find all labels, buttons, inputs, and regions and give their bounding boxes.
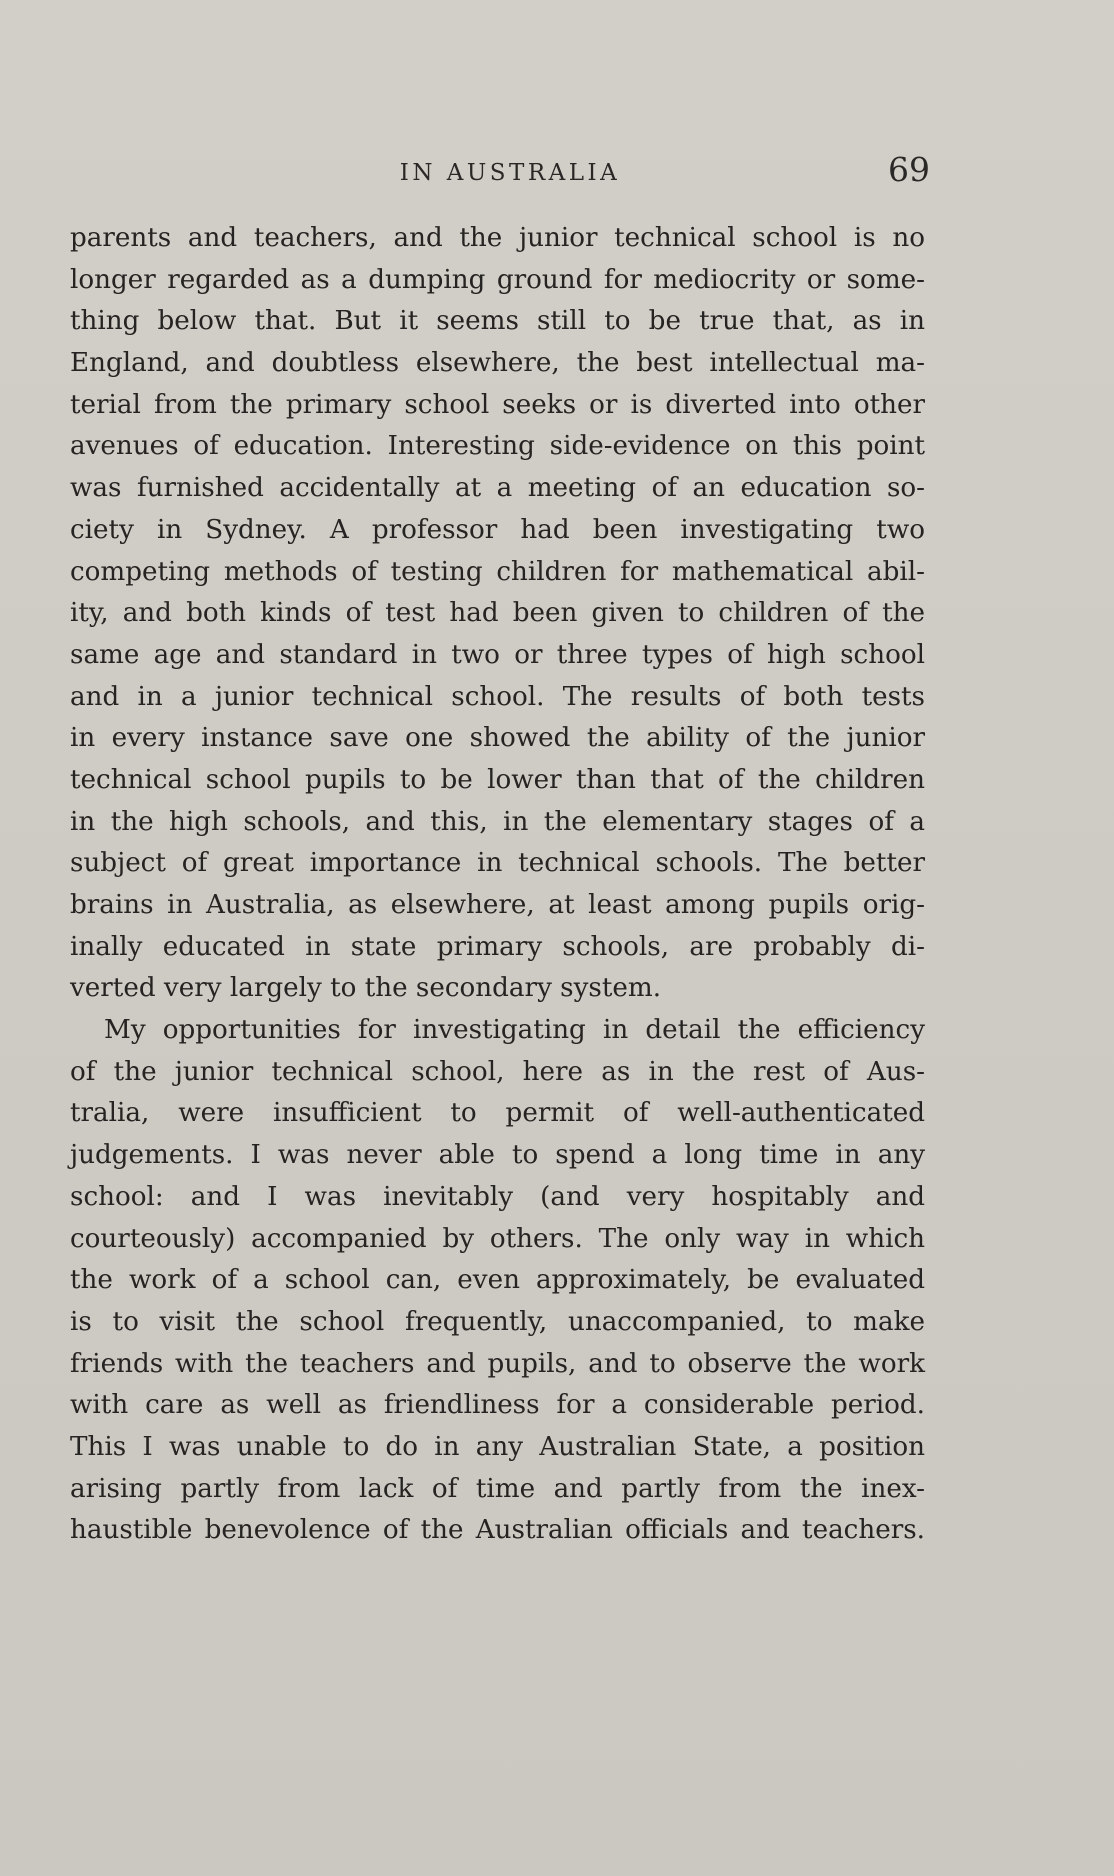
text-line: in the high schools, and this, in the elementary stages of a	[70, 806, 925, 837]
text-line: in every instance save one showed the ability of the junior	[70, 723, 925, 754]
text-line: arising partly from lack of time and partly from the inex-	[70, 1473, 925, 1504]
running-head: IN AUSTRALIA	[399, 160, 621, 186]
text-line: friends with the teachers and pupils, and to observe the work	[70, 1348, 925, 1379]
text-line: longer regarded as a dumping ground for mediocrity or some-	[70, 264, 925, 295]
text-line-paragraph-start: My opportunities for investigating in detail the efficiency	[104, 1015, 925, 1046]
text-line: parents and teachers, and the junior technical school is no	[70, 223, 925, 253]
text-line: subject of great importance in technical schools. The better	[70, 848, 925, 879]
text-line: competing methods of testing children for mathematical abil-	[70, 556, 925, 587]
text-line: same age and standard in two or three types of high school	[70, 639, 925, 670]
text-line: England, and doubtless elsewhere, the best intellectual ma-	[70, 348, 925, 379]
text-line: This I was unable to do in any Australian State, a position	[70, 1431, 925, 1462]
text-line: is to visit the school frequently, unaccompanied, to make	[70, 1306, 925, 1337]
text-line: ity, and both kinds of test had been given to children of the	[70, 598, 925, 629]
text-line: was furnished accidentally at a meeting of an education so-	[70, 473, 925, 504]
text-line: school: and I was inevitably (and very hospitably and	[70, 1181, 925, 1212]
text-line: ciety in Sydney. A professor had been investigating two	[70, 514, 925, 545]
body-text	[70, 218, 925, 1552]
text-line: thing below that. But it seems still to be true that, as in	[70, 306, 925, 337]
text-line: avenues of education. Interesting side-evidence on this point	[70, 431, 925, 462]
text-line: judgements. I was never able to spend a long time in any	[70, 1140, 925, 1171]
text-line: inally educated in state primary schools, are probably di-	[70, 931, 925, 962]
text-line: the work of a school can, even approximately, be evaluated	[70, 1265, 925, 1296]
text-line-paragraph-end: verted very largely to the secondary system.	[70, 973, 662, 1004]
text-line: with care as well as friendliness for a considerable period.	[70, 1390, 925, 1421]
text-line: courteously) accompanied by others. The only way in which	[70, 1223, 925, 1254]
text-line: of the junior technical school, here as in the rest of Aus-	[70, 1056, 925, 1087]
text-line: technical school pupils to be lower than that of the children	[70, 764, 925, 795]
text-line: brains in Australia, as elsewhere, at least among pupils orig-	[70, 890, 925, 920]
page-header	[70, 150, 930, 200]
text-line: tralia, were insufficient to permit of well-authenticated	[70, 1098, 925, 1129]
page-number: 69	[888, 150, 930, 189]
text-line: and in a junior technical school. The results of both tests	[70, 681, 925, 712]
text-line: haustible benevolence of the Australian officials and teachers.	[70, 1515, 925, 1546]
text-line: terial from the primary school seeks or is diverted into other	[70, 389, 925, 420]
